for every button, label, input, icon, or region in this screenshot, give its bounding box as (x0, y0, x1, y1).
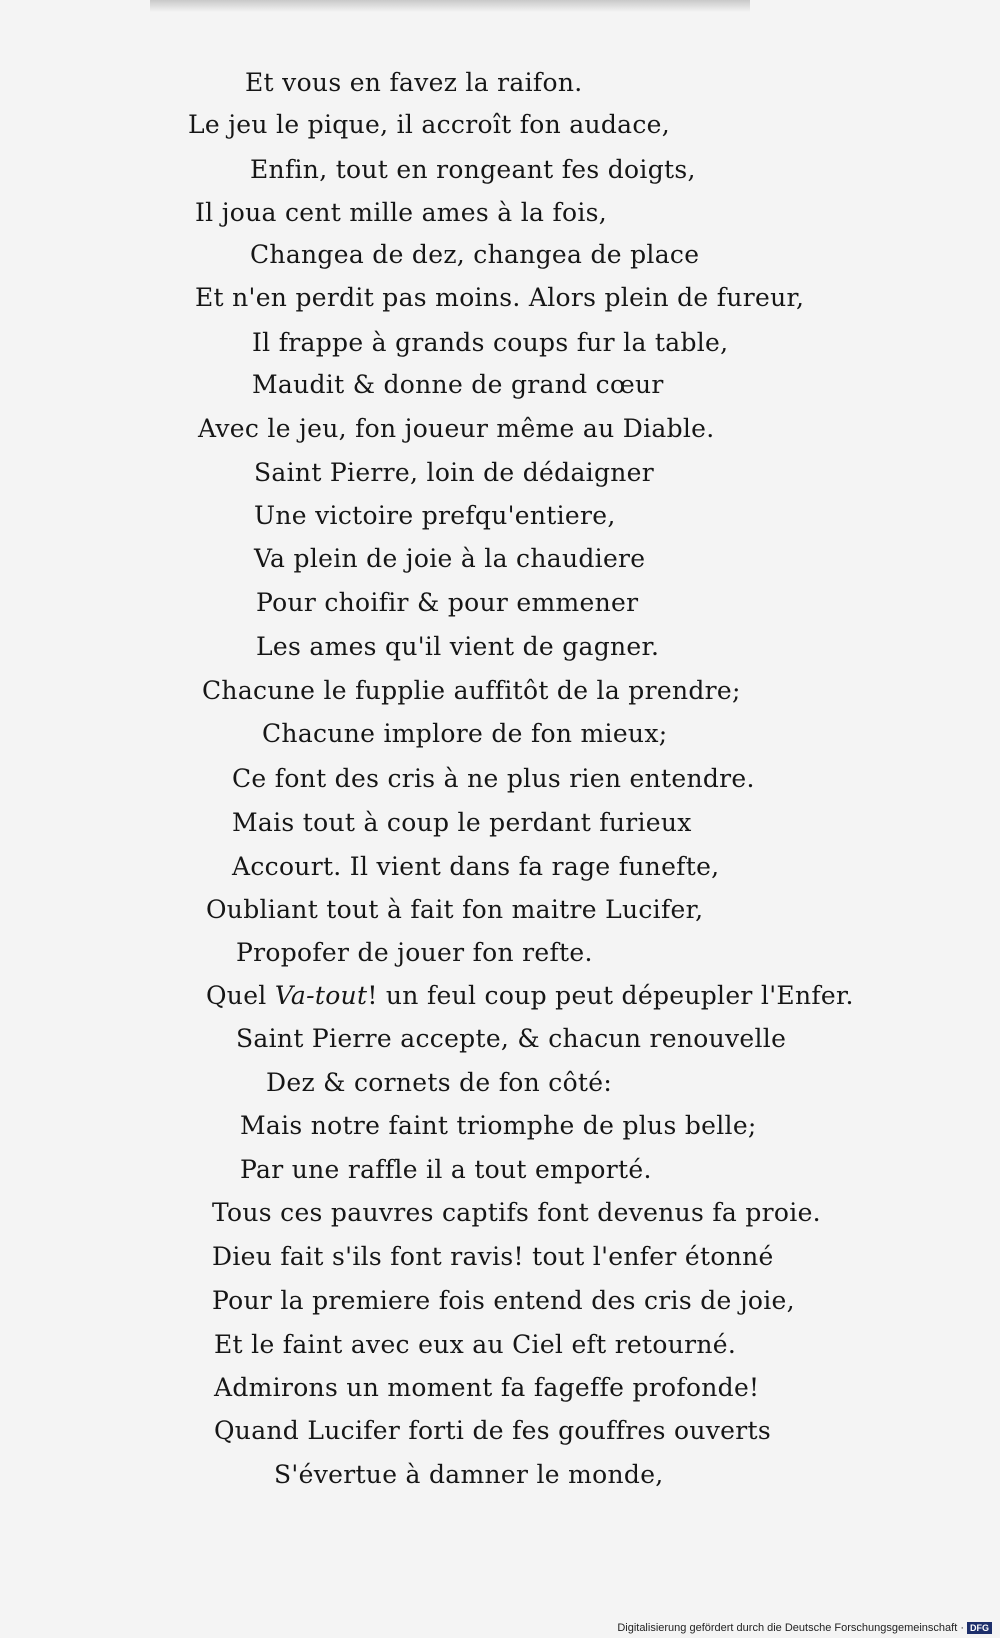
digitization-credit (617, 1622, 992, 1634)
poem-line: Le jeu le pique, il accroît fon audace, (188, 110, 671, 139)
poem-line: Chacune implore de fon mieux; (262, 719, 668, 748)
poem-line: Propofer de jouer fon refte. (236, 938, 593, 967)
poem-line: Admirons un moment fa fageffe profonde! (214, 1373, 760, 1402)
poem-line: Pour choifir & pour emmener (256, 588, 639, 617)
poem-line: Changea de dez, changea de place (250, 240, 700, 269)
poem-line: Une victoire prefqu'entiere, (254, 501, 616, 530)
poem-line: Va plein de joie à la chaudiere (254, 544, 646, 573)
poem-line: Tous ces pauvres captifs font devenus fa proie. (212, 1198, 821, 1227)
poem-line: Oubliant tout à fait fon maitre Lucifer, (206, 895, 704, 924)
poem-line: Chacune le fupplie auffitôt de la prendre; (202, 676, 741, 705)
poem-line: Les ames qu'il vient de gagner. (256, 632, 660, 661)
poem-line: Et vous en favez la raifon. (245, 68, 583, 97)
poem-line: Il frappe à grands coups fur la table, (252, 328, 729, 357)
poem-line: Saint Pierre accepte, & chacun renouvelle (236, 1024, 787, 1053)
poem-line: Saint Pierre, loin de dédaigner (254, 458, 655, 487)
poem-line: S'évertue à damner le monde, (274, 1460, 664, 1489)
poem-line: Mais notre faint triomphe de plus belle; (240, 1111, 757, 1140)
poem-line: Quel Va-tout! un feul coup peut dépeupler l'Enfer. (206, 981, 854, 1010)
page-edge-shadow (150, 0, 750, 12)
poem-line: Ce font des cris à ne plus rien entendre. (232, 764, 755, 793)
poem-line: Et n'en perdit pas moins. Alors plein de fureur, (195, 283, 805, 312)
poem-line: Pour la premiere fois entend des cris de joie, (212, 1286, 795, 1315)
poem-line: Avec le jeu, fon joueur même au Diable. (198, 414, 715, 443)
poem-line: Et le faint avec eux au Ciel eft retourné. (214, 1330, 737, 1359)
poem-line: Maudit & donne de grand cœur (252, 370, 664, 399)
poem-line: Accourt. Il vient dans fa rage funefte, (232, 852, 720, 881)
dfg-logo: DFG (967, 1622, 992, 1634)
poem-line: Mais tout à coup le perdant furieux (232, 808, 692, 837)
poem-line: Dieu fait s'ils font ravis! tout l'enfer étonné (212, 1242, 774, 1271)
poem-line: Quand Lucifer forti de fes gouffres ouverts (214, 1416, 771, 1445)
poem-line: Enfin, tout en rongeant fes doigts, (250, 155, 696, 184)
poem-line: Il joua cent mille ames à la fois, (195, 198, 608, 227)
credit-text: Digitalisierung gefördert durch die Deutsche Forschungsgemeinschaft · (617, 1622, 964, 1634)
poem-line: Dez & cornets de fon côté: (266, 1068, 613, 1097)
poem-line: Par une raffle il a tout emporté. (240, 1155, 652, 1184)
